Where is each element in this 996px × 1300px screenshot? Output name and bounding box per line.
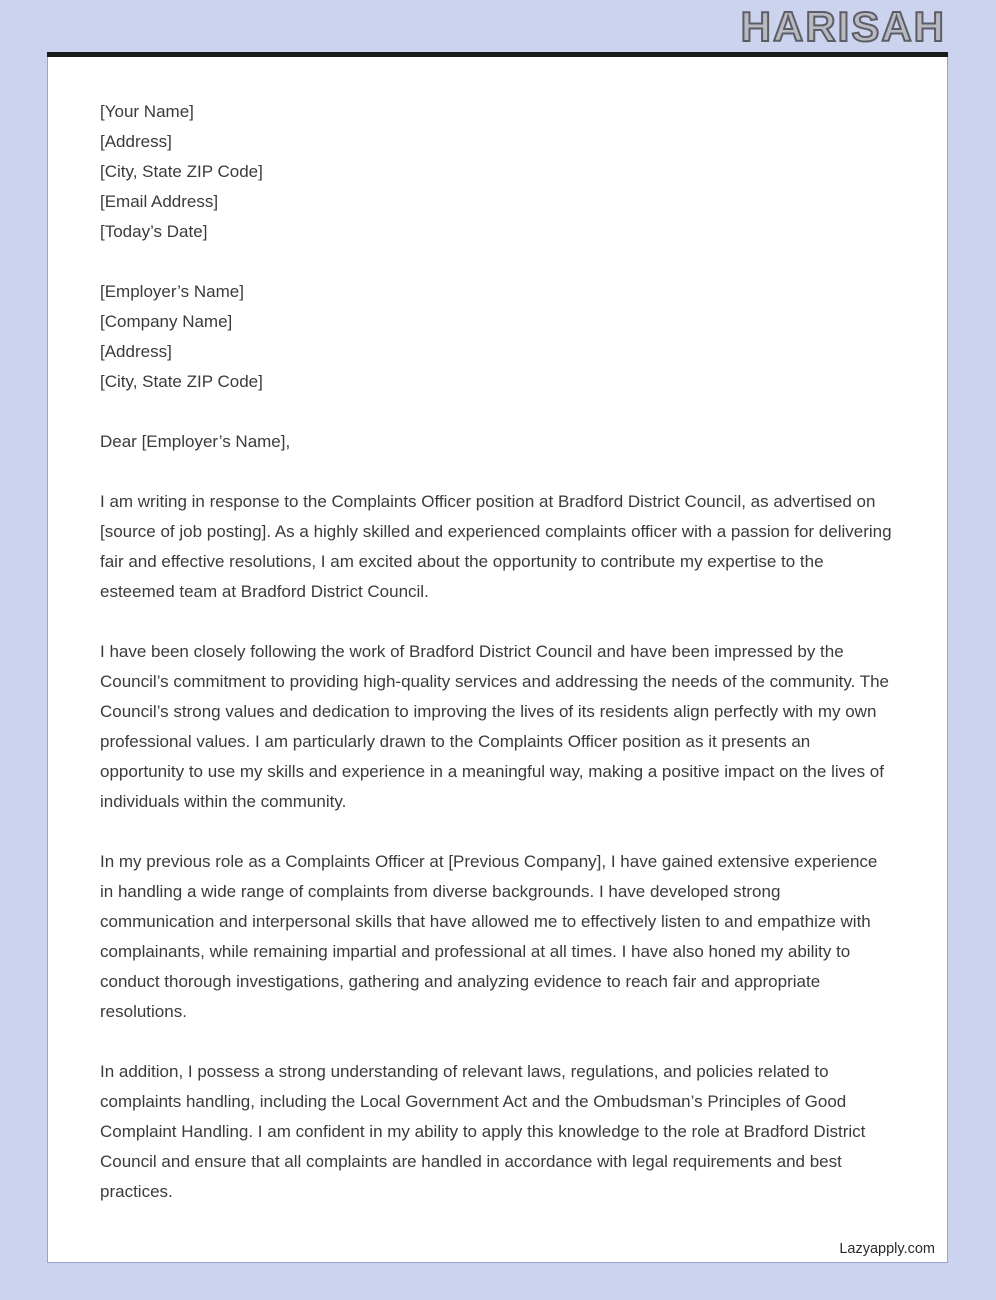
sender-city-line: [City, State ZIP Code]	[100, 162, 263, 181]
paragraph-experience: In my previous role as a Complaints Officer at [Previous Company], I have gained extensive experience in handling a wide range of complaints from diverse backgrounds. I have developed strong communication and interpersonal skills that have allowed me to effectively listen to and empathize with complainants, while remaining impartial and professional at all times. I have also honed my ability to conduct thorough investigations, gathering and analyzing evidence to reach fair and appropriate resolutions.	[100, 852, 883, 1021]
brand-logo: HARISAH	[740, 3, 946, 50]
recipient-company-line: [Company Name]	[100, 312, 233, 331]
recipient-name-line: [Employer’s Name]	[100, 282, 244, 301]
sender-block	[100, 97, 895, 247]
sender-date-line: [Today’s Date]	[100, 222, 208, 241]
letter-body	[48, 57, 947, 1207]
watermark-text: Lazyapply.com	[831, 1240, 935, 1258]
salutation: Dear [Employer’s Name],	[100, 432, 291, 451]
sender-name-line: [Your Name]	[100, 102, 194, 121]
recipient-city-line: [City, State ZIP Code]	[100, 372, 263, 391]
recipient-address-line: [Address]	[100, 342, 172, 361]
sender-address-line: [Address]	[100, 132, 172, 151]
letter-page	[47, 57, 948, 1263]
recipient-block	[100, 277, 895, 397]
paragraph-qualifications: In addition, I possess a strong understanding of relevant laws, regulations, and policies related to complaints handling, including the Local Government Act and the Ombudsman’s Principles of Good Complaint Handling. I am confident in my ability to apply this knowledge to the role at Bradford District Council and ensure that all complaints are handled in accordance with legal requirements and best practices.	[100, 1062, 871, 1201]
sender-email-line: [Email Address]	[100, 192, 219, 211]
paragraph-motivation: I have been closely following the work of Bradford District Council and have been impressed by the Council’s commitment to providing high-quality services and addressing the needs of the community. The Council’s strong values and dedication to improving the lives of its residents align perfectly with my own professional values. I am particularly drawn to the Complaints Officer position as it presents an opportunity to use my skills and experience in a meaningful way, making a positive impact on the lives of individuals within the community.	[100, 642, 894, 811]
paragraph-intro: I am writing in response to the Complaints Officer position at Bradford District Council, as advertised on [source of job posting]. As a highly skilled and experienced complaints officer with a passion for delivering fair and effective resolutions, I am excited about the opportunity to contribute my expertise to the esteemed team at Bradford District Council.	[100, 492, 897, 601]
